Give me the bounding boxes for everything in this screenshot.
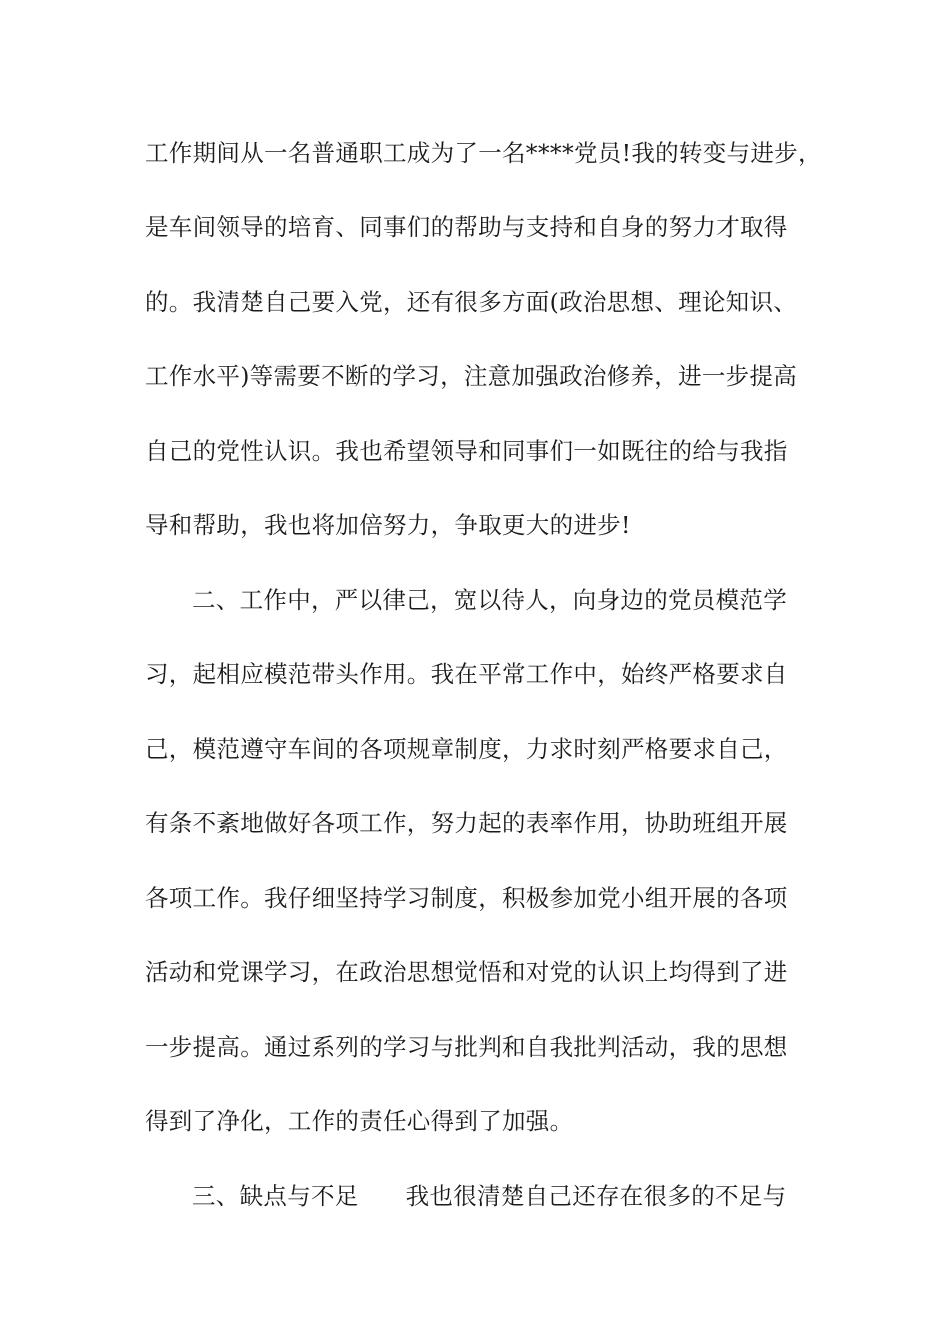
paragraph-line: 活动和党课学习，在政治思想觉悟和对党的认识上均得到了进 xyxy=(145,958,788,986)
section-three-text: 我也很清楚自己还存在很多的不足与 xyxy=(405,1182,787,1210)
paragraph-line: 有条不紊地做好各项工作，努力起的表率作用，协助班组开展 xyxy=(145,809,788,837)
section-three-line xyxy=(192,1181,872,1211)
paragraph-line: 己，模范遵守车间的各项规章制度，力求时刻严格要求自己， xyxy=(145,735,788,763)
paragraph-line: 习，起相应模范带头作用。我在平常工作中，始终严格要求自 xyxy=(145,660,788,688)
paragraph-line: 各项工作。我仔细坚持学习制度，积极参加党小组开展的各项 xyxy=(145,884,788,912)
section-three-heading: 三、缺点与不足 xyxy=(192,1182,359,1210)
paragraph-line: 工作期间从一名普通职工成为了一名****党员!我的转变与进步， xyxy=(145,139,822,167)
paragraph-line: 一步提高。通过系列的学习与批判和自我批判活动，我的思想 xyxy=(145,1033,788,1061)
section-two-first-line: 二、工作中，严以律己，宽以待人，向身边的党员模范学 xyxy=(192,586,787,614)
paragraph-line: 导和帮助，我也将加倍努力，争取更大的进步! xyxy=(145,511,631,539)
paragraph-line: 是车间领导的培育、同事们的帮助与支持和自身的努力才取得 xyxy=(145,213,788,241)
paragraph-line: 的。我清楚自己要入党，还有很多方面(政治思想、理论知识、 xyxy=(145,288,798,316)
paragraph-line: 工作水平)等需要不断的学习，注意加强政治修养，进一步提高 xyxy=(145,362,798,390)
paragraph-line: 自己的党性认识。我也希望领导和同事们一如既往的给与我指 xyxy=(145,437,788,465)
paragraph-line: 得到了净化，工作的责任心得到了加强。 xyxy=(145,1107,574,1135)
